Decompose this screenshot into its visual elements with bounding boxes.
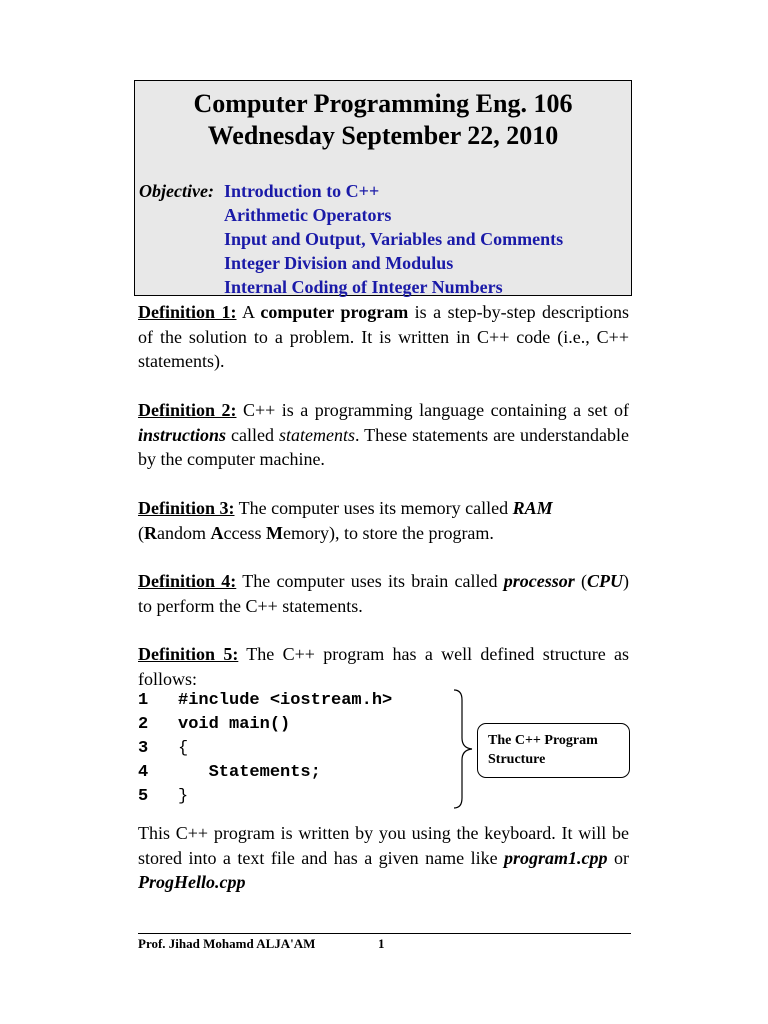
code-line: 3 { bbox=[138, 739, 189, 758]
code-line: 1 #include <iostream.h> bbox=[138, 691, 393, 710]
callout-line: The C++ Program bbox=[488, 733, 598, 748]
title-date: Wednesday September 22, 2010 bbox=[207, 121, 559, 150]
title-course: Computer Programming Eng. 106 bbox=[193, 89, 573, 118]
definition-4-label: Definition 4: bbox=[138, 571, 237, 591]
objective-item: Introduction to C++ bbox=[224, 181, 380, 201]
definition-5-label: Definition 5: bbox=[138, 644, 239, 664]
objective-item: Integer Division and Modulus bbox=[224, 253, 454, 273]
curly-brace-icon bbox=[450, 688, 476, 810]
definition-1: Definition 1: A computer program is a step-by-step descriptions of the solution to a problem. It is written in C++ code (i.e., C++ statements). bbox=[138, 302, 630, 371]
definition-2: Definition 2: C++ is a programming language containing a set of instructions called statements. These statements are understandable by the computer machine. bbox=[138, 400, 630, 469]
callout-box bbox=[477, 723, 630, 778]
definition-4: Definition 4: The computer uses its brain called processor (CPU) to perform the C++ statements. bbox=[138, 571, 629, 616]
page-number: 1 bbox=[378, 936, 385, 951]
callout-line: Structure bbox=[488, 752, 546, 767]
definition-5: Definition 5: The C++ program has a well defined structure as follows: bbox=[138, 644, 629, 689]
definition-1-label: Definition 1: bbox=[138, 302, 237, 322]
header-box bbox=[134, 80, 632, 296]
objective-item: Internal Coding of Integer Numbers bbox=[224, 277, 503, 297]
footer-rule bbox=[138, 933, 631, 934]
definition-3-label: Definition 3: bbox=[138, 498, 235, 518]
definition-3: Definition 3: The computer uses its memory called RAM (Random Access Memory), to store the program. bbox=[138, 498, 553, 543]
objective-item: Input and Output, Variables and Comments bbox=[224, 229, 564, 249]
code-line: 4 Statements; bbox=[138, 763, 321, 782]
code-line: 5 } bbox=[138, 787, 189, 806]
footer-author: Prof. Jihad Mohamd ALJA'AM bbox=[138, 936, 316, 951]
code-line: 2 void main() bbox=[138, 715, 291, 734]
closing-paragraph: This C++ program is written by you using the keyboard. It will be stored into a text file and has a given name like program1.cpp or ProgHello.cpp bbox=[138, 823, 630, 892]
objective-item: Arithmetic Operators bbox=[224, 205, 392, 225]
objective-label: Objective: bbox=[139, 181, 214, 201]
definition-2-label: Definition 2: bbox=[138, 400, 237, 420]
